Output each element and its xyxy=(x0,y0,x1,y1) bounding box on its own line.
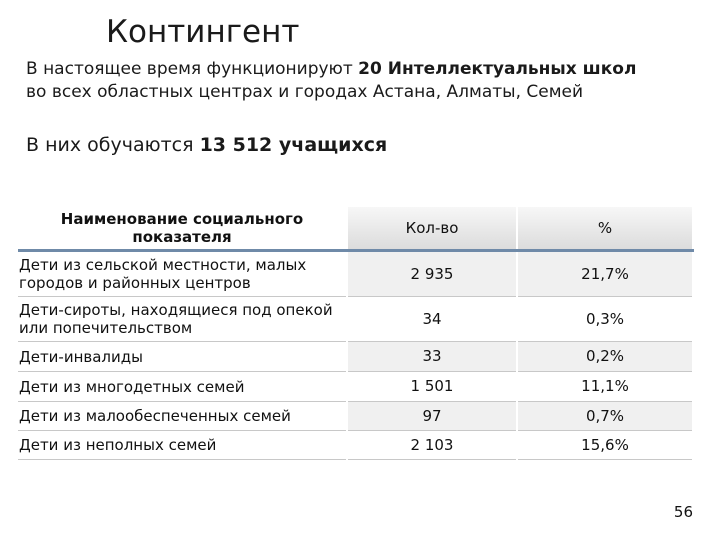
row-percent: 21,7% xyxy=(517,251,693,297)
table-row xyxy=(18,402,693,431)
row-percent: 0,7% xyxy=(517,402,693,431)
row-count: 33 xyxy=(347,342,517,372)
row-count: 2 935 xyxy=(347,251,517,297)
row-indicator-name: Дети из малообеспеченных семей xyxy=(18,402,347,431)
intro-schools-count: 20 Интеллектуальных школ xyxy=(358,59,637,79)
intro-line-1 xyxy=(26,58,716,81)
header-count: Кол-во xyxy=(347,207,517,251)
row-percent: 15,6% xyxy=(517,431,693,460)
header-indicator-name: Наименование социального показателя xyxy=(18,207,347,251)
intro-text xyxy=(26,58,716,104)
social-indicators-table xyxy=(18,207,694,460)
table-row xyxy=(18,431,693,460)
row-percent: 0,2% xyxy=(517,342,693,372)
intro-line-1-prefix: В настоящее время функционируют xyxy=(26,59,359,79)
table-row xyxy=(18,297,693,342)
header-percent: % xyxy=(517,207,693,251)
students-prefix: В них обучаются xyxy=(26,134,200,156)
table-row xyxy=(18,251,693,297)
table-header-row xyxy=(18,207,693,251)
slide-title: Контингент xyxy=(106,14,300,50)
row-indicator-name: Дети из сельской местности, малых городов и районных центров xyxy=(18,251,347,297)
row-count: 34 xyxy=(347,297,517,342)
row-count: 1 501 xyxy=(347,372,517,402)
row-indicator-name: Дети из неполных семей xyxy=(18,431,347,460)
intro-line-2: во всех областных центрах и городах Астана, Алматы, Семей xyxy=(26,82,584,102)
row-indicator-name: Дети из многодетных семей xyxy=(18,372,347,402)
row-count: 2 103 xyxy=(347,431,517,460)
students-summary xyxy=(26,134,387,156)
row-percent: 11,1% xyxy=(517,372,693,402)
row-indicator-name: Дети-сироты, находящиеся под опекой или попечительством xyxy=(18,297,347,342)
row-percent: 0,3% xyxy=(517,297,693,342)
page-number: 56 xyxy=(673,503,693,521)
students-count: 13 512 учащихся xyxy=(199,134,388,156)
row-indicator-name: Дети-инвалиды xyxy=(18,342,347,372)
row-count: 97 xyxy=(347,402,517,431)
table-row xyxy=(18,372,693,402)
table-row xyxy=(18,342,693,372)
